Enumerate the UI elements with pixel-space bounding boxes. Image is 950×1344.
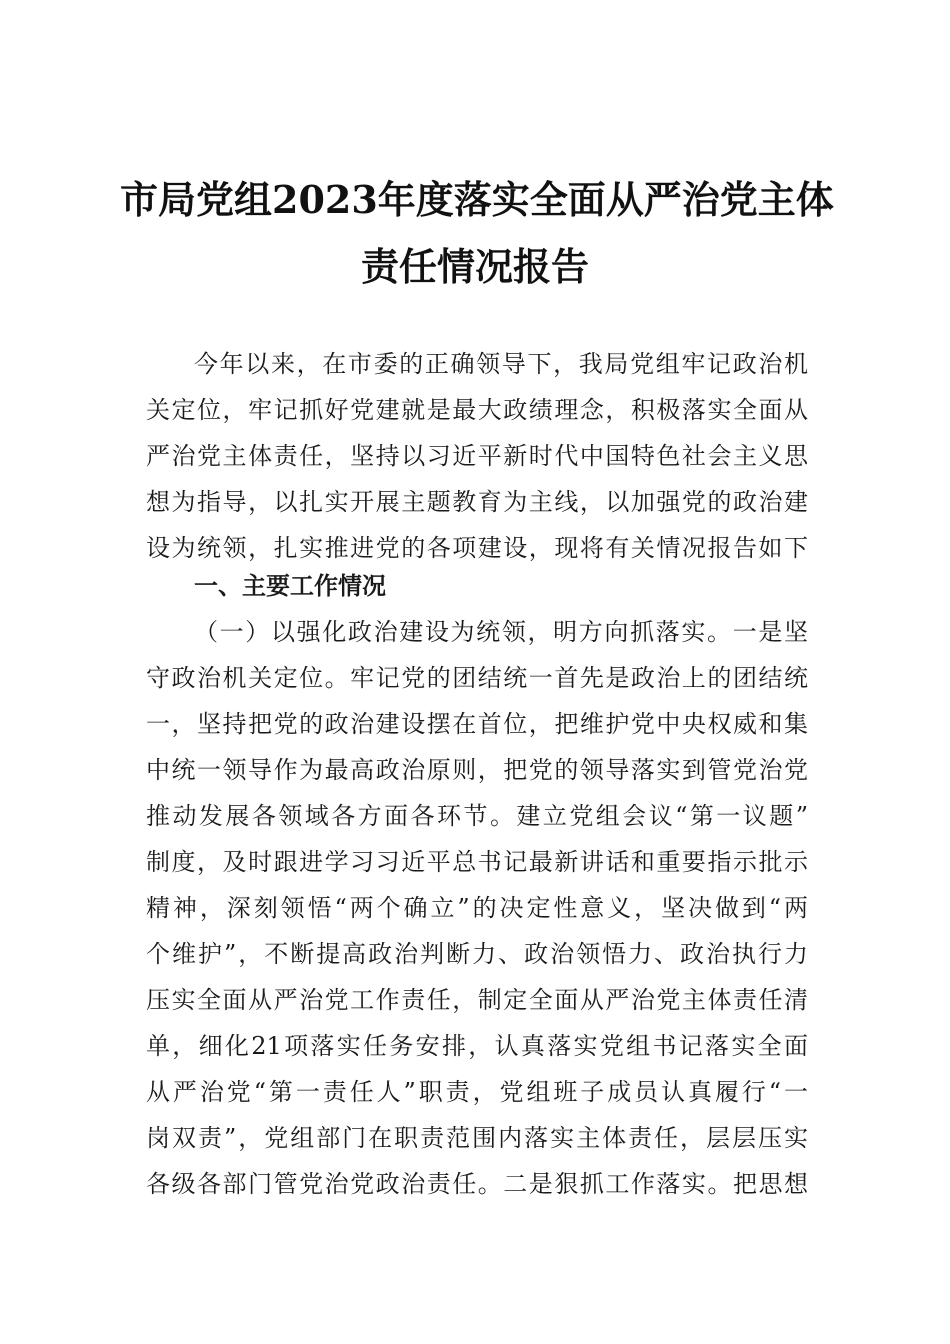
document-title-line-2: 责任情况报告 <box>360 244 589 289</box>
body-line: 推动发展各领域各方面各环节。建立党组会议“第一议题” <box>146 802 808 830</box>
intro-line: 严治党主体责任，坚持以习近平新时代中国特色社会主义思 <box>146 442 808 470</box>
intro-line: 设为统领，扎实推进党的各项建设，现将有关情况报告如下 <box>146 534 808 562</box>
section-heading: 一、主要工作情况 <box>194 572 386 600</box>
body-line: 精神，深刻领悟“两个确立”的决定性意义，坚决做到“两 <box>146 894 808 922</box>
body-line: 中统一领导作为最高政治原则，把党的领导落实到管党治党 <box>146 756 808 784</box>
body-line: 各级各部门管党治党政治责任。二是狠抓工作落实。把思想 <box>146 1170 808 1198</box>
body-line: 制度，及时跟进学习习近平总书记最新讲话和重要指示批示 <box>146 848 808 876</box>
body-line: 个维护”，不断提高政治判断力、政治领悟力、政治执行力 <box>146 940 808 968</box>
body-line: （一）以强化政治建设为统领，明方向抓落实。一是坚 <box>194 618 808 646</box>
intro-line: 想为指导，以扎实开展主题教育为主线，以加强党的政治建 <box>146 488 808 516</box>
body-line: 压实全面从严治党工作责任，制定全面从严治党主体责任清 <box>146 986 808 1014</box>
body-line: 守政治机关定位。牢记党的团结统一首先是政治上的团结统 <box>146 664 808 692</box>
body-line: 岗双责”，党组部门在职责范围内落实主体责任，层层压实 <box>146 1124 808 1152</box>
body-line: 一，坚持把党的政治建设摆在首位，把维护党中央权威和集 <box>146 710 808 738</box>
intro-line: 关定位，牢记抓好党建就是最大政绩理念，积极落实全面从 <box>146 396 808 424</box>
document-title-line-1: 市局党组2023年度落实全面从严治党主体 <box>120 177 834 222</box>
body-line: 从严治党“第一责任人”职责，党组班子成员认真履行“一 <box>146 1078 808 1106</box>
body-line: 单，细化21项落实任务安排，认真落实党组书记落实全面 <box>146 1032 808 1060</box>
intro-line: 今年以来，在市委的正确领导下，我局党组牢记政治机 <box>194 350 808 378</box>
